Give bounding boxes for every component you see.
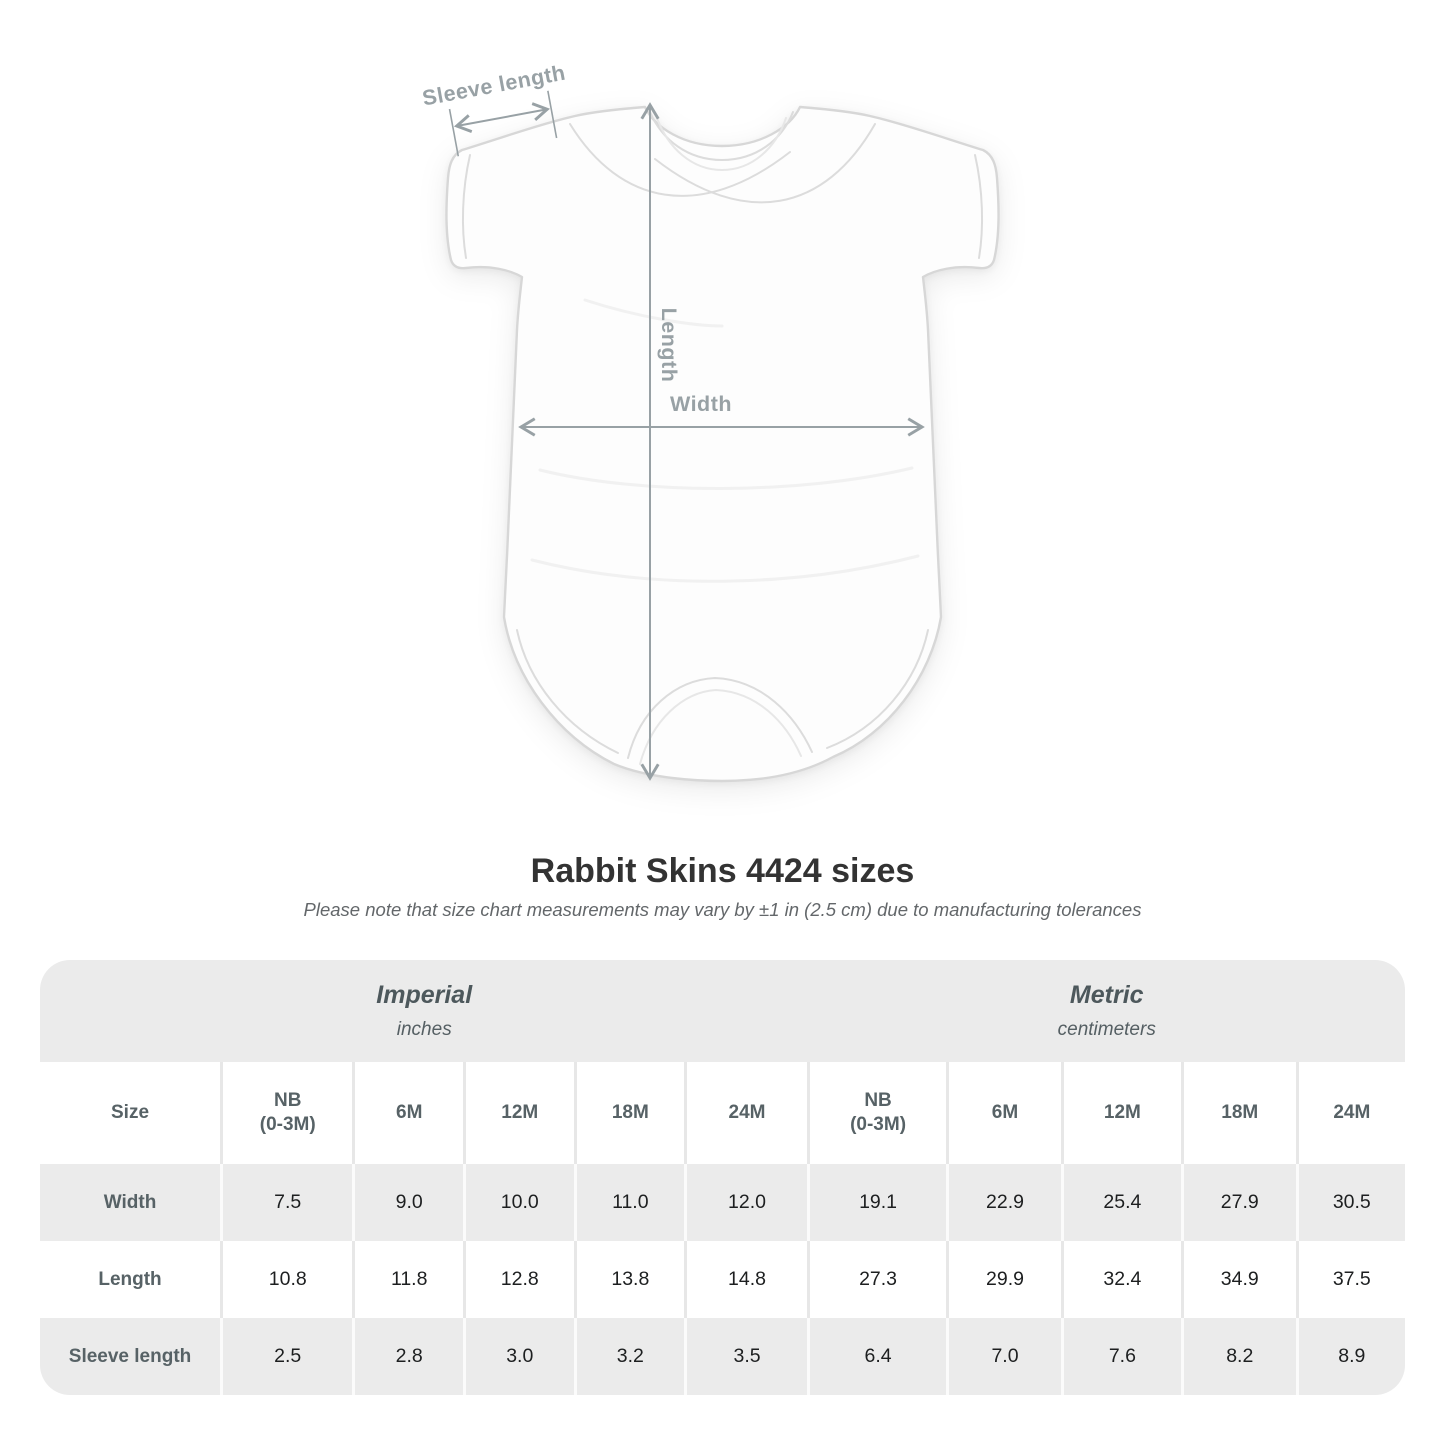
row-label: Length [40,1241,222,1318]
unit-group-row [40,960,1405,1062]
measurement-value: 7.6 [1062,1318,1182,1395]
sleeve-length-arrow [457,109,547,126]
measurement-value: 25.4 [1062,1164,1182,1241]
measurement-value: 30.5 [1297,1164,1405,1241]
column-header-row [40,1062,1405,1164]
measurement-value: 11.0 [575,1164,686,1241]
measurement-value: 14.8 [686,1241,809,1318]
title-block [0,852,1445,922]
imperial-group-header [40,960,808,1062]
column-header [575,1062,686,1164]
column-header-top: 6M [991,1102,1019,1123]
measurement-value: 37.5 [1297,1241,1405,1318]
column-header [222,1062,354,1164]
table-row-length [40,1241,1405,1318]
metric-group-name: Metric [1069,981,1144,1009]
measurement-value: 34.9 [1182,1241,1297,1318]
column-header-top: 24M [1333,1102,1371,1123]
bodysuit-outline [446,107,998,781]
measurement-value: 3.5 [686,1318,809,1395]
column-header [1297,1062,1405,1164]
measurement-value: 32.4 [1062,1241,1182,1318]
column-header-top: 18M [1221,1102,1259,1123]
bodysuit-illustration [446,107,998,781]
measurement-value: 22.9 [948,1164,1063,1241]
measurement-value: 12.0 [686,1164,809,1241]
column-header-top: 6M [396,1102,423,1123]
measurement-value: 19.1 [808,1164,947,1241]
measurement-value: 8.9 [1297,1318,1405,1395]
imperial-group-name: Imperial [376,981,473,1009]
column-header [808,1062,947,1164]
measurement-value: 7.5 [222,1164,354,1241]
size-table-container [40,960,1405,1395]
measurement-value: 7.0 [948,1318,1063,1395]
measurement-value: 6.4 [808,1318,947,1395]
sleeve-length-label: Sleeve length [420,60,568,111]
column-header-top: NB [274,1090,302,1111]
measurement-value: 10.8 [222,1241,354,1318]
measurement-value: 9.0 [354,1164,465,1241]
metric-group-header [808,960,1405,1062]
column-header-top: 18M [611,1102,649,1123]
column-header-top: 12M [1103,1102,1141,1123]
size-corner-cell: Size [40,1062,222,1164]
dimension-tick [450,109,459,156]
measurement-value: 3.2 [575,1318,686,1395]
column-header-top: 12M [501,1102,539,1123]
imperial-group-unit: inches [396,1019,452,1040]
measurement-value: 10.0 [464,1164,575,1241]
measurement-value: 13.8 [575,1241,686,1318]
column-header-top: 24M [728,1102,766,1123]
length-label: Length [657,307,681,383]
column-header [354,1062,465,1164]
measurement-value: 29.9 [948,1241,1063,1318]
column-header-top: NB [864,1090,892,1111]
measurement-value: 2.8 [354,1318,465,1395]
measurement-value: 2.5 [222,1318,354,1395]
page-disclaimer: Please note that size chart measurements may vary by ±1 in (2.5 cm) due to manufacturing tolerances [303,899,1142,920]
row-label: Width [40,1164,222,1241]
column-header [1182,1062,1297,1164]
column-header [1062,1062,1182,1164]
measurement-value: 12.8 [464,1241,575,1318]
measurement-value: 27.3 [808,1241,947,1318]
size-table [40,960,1405,1395]
table-row-width [40,1164,1405,1241]
page-title: Rabbit Skins 4424 sizes [530,852,915,890]
column-header [464,1062,575,1164]
width-label: Width [669,392,733,416]
column-header [686,1062,809,1164]
metric-group-unit: centimeters [1057,1019,1156,1040]
row-label: Sleeve length [40,1318,222,1395]
column-header-sub: (0-3M) [850,1114,907,1135]
measurement-value: 11.8 [354,1241,465,1318]
measurement-value: 8.2 [1182,1318,1297,1395]
column-header-sub: (0-3M) [259,1114,316,1135]
measurement-value: 27.9 [1182,1164,1297,1241]
column-header [948,1062,1063,1164]
measurement-value: 3.0 [464,1318,575,1395]
table-row-sleeve-length [40,1318,1405,1395]
